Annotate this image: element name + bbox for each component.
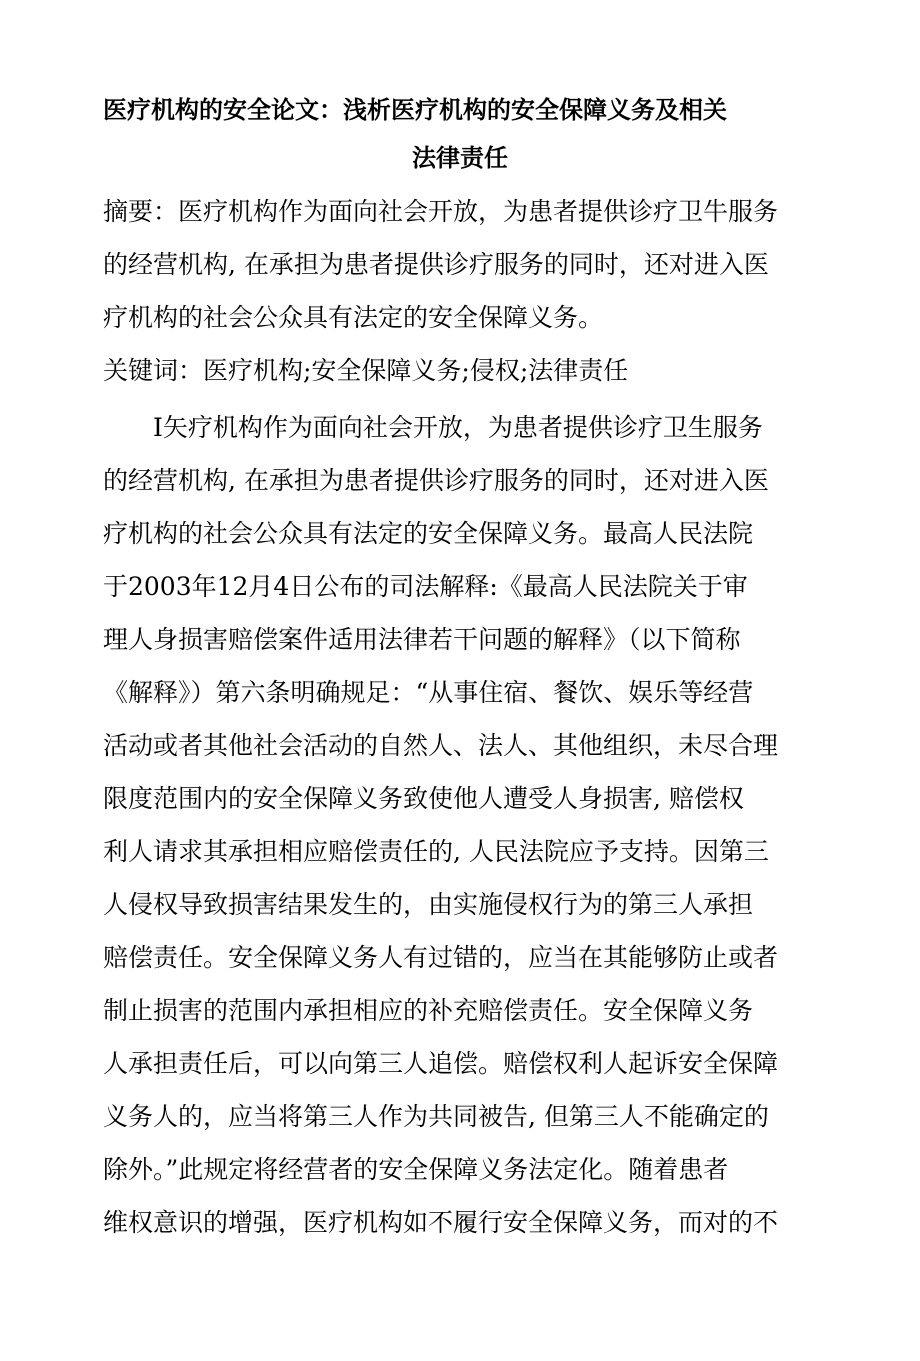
body-line: 制止损害的范围内承担相应的补充赔偿责任。安全保障义务 bbox=[103, 996, 754, 1025]
body-line: 活动或者其他社会活动的自然人、法人、其他组织，未尽合理 bbox=[103, 731, 779, 760]
body-line: 赔偿责任。安全保障义务人有过错的，应当在其能够防止或者 bbox=[103, 943, 779, 972]
body-line: 除外。”此规定将经营者的安全保障义务法定化。随着患者 bbox=[103, 1155, 729, 1184]
abstract-line: 的经营机构, 在承担为患者提供诊疗服务的同时，还对进入医 bbox=[103, 250, 769, 279]
body-line: 于2003年12月4日公布的司法解释:《最高人民法院关于审 bbox=[103, 572, 748, 601]
abstract-line: 疗机构的社会公众具有法定的安全保障义务。 bbox=[103, 303, 604, 332]
abstract-line: 摘要：医疗机构作为面向社会开放，为患者提供诊疗卫牛服务 bbox=[103, 197, 779, 226]
body-line: I矢疗机构作为面向社会开放，为患者提供诊疗卫生服务 bbox=[103, 413, 763, 442]
body-line: 《解释》）第六条明确规足：“从事住宿、餐饮、娱乐等经营 bbox=[103, 678, 754, 707]
body-line: 人承担责任后，可以向第三人追偿。赔偿权利人起诉安全保障 bbox=[103, 1049, 779, 1078]
body-line: 理人身损害赔偿案件适用法律若干问题的解释》（以下简称 bbox=[103, 625, 741, 654]
body-line: 的经营机构, 在承担为患者提供诊疗服务的同时，还对进入医 bbox=[103, 466, 769, 495]
body-line: 利人请求其承担相应赔偿责任的, 人民法院应予支持。因第三 bbox=[103, 837, 769, 866]
document-title-line-2: 法律责任 bbox=[412, 144, 508, 172]
body-line: 人侵权导致损害结果发生的，由实施侵权行为的第三人承担 bbox=[103, 890, 754, 919]
body-line: 限度范围内的安全保障义务致使他人遭受人身损害, 赔偿权 bbox=[103, 784, 744, 813]
keywords-line: 关键词：医疗机构;安全保障义务;侵权;法律责任 bbox=[103, 356, 629, 385]
body-line: 维权意识的增强，医疗机构如不履行安全保障义务，而对的不 bbox=[103, 1208, 779, 1237]
body-line: 疗机构的社会公众具有法定的安全保障义务。最高人民法院 bbox=[103, 519, 754, 548]
document-title-line-1: 医疗机构的安全论文：浅析医疗机构的安全保障义务及相关 bbox=[103, 96, 727, 124]
body-line: 义务人的，应当将第三人作为共同被告, 但第三人不能确定的 bbox=[103, 1102, 769, 1131]
